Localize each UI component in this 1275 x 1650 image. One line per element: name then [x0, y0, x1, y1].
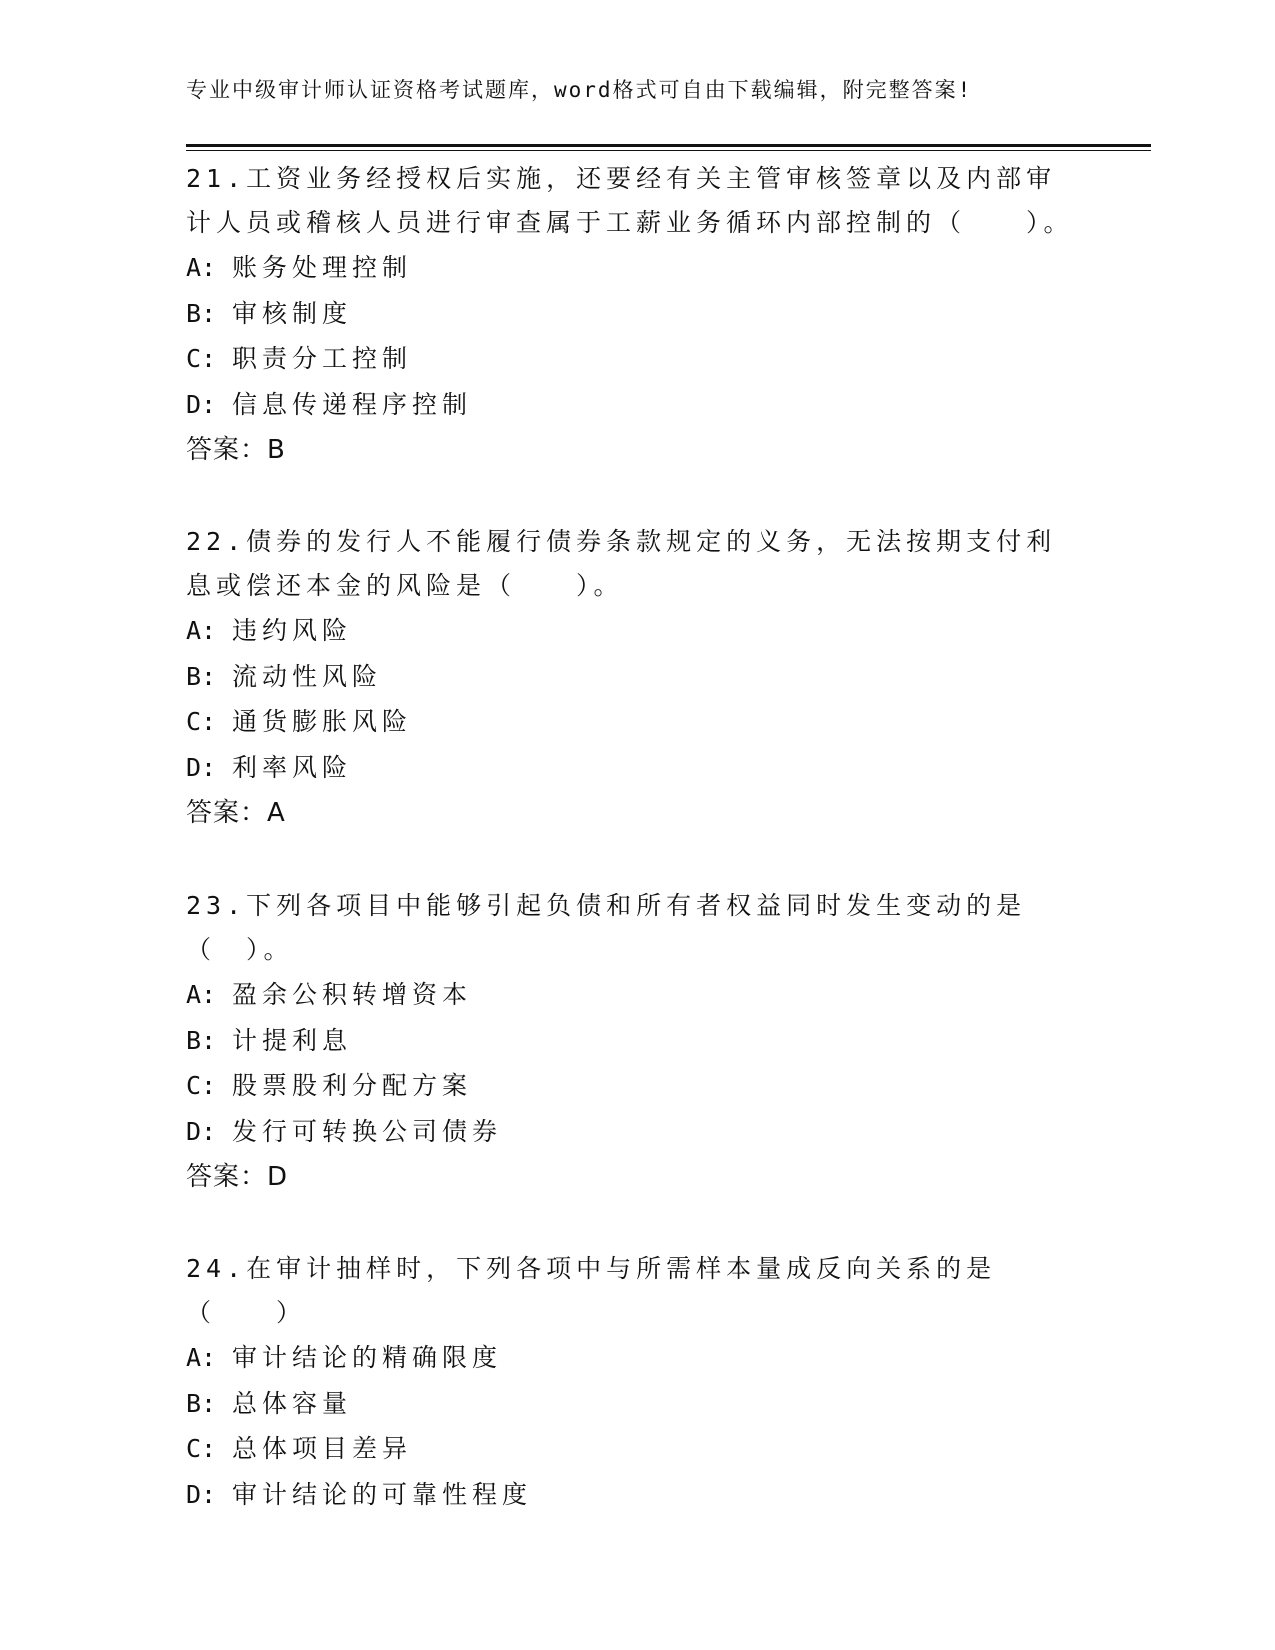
option-letter: C:	[186, 1434, 217, 1463]
option-b	[186, 1018, 1076, 1064]
answer: 答案：D	[186, 1162, 289, 1192]
option-c	[186, 699, 1076, 745]
option-a	[186, 1335, 1076, 1381]
option-b	[186, 654, 1076, 700]
option-letter: A:	[186, 980, 217, 1009]
question-stem: 23.下列各项目中能够引起负债和所有者权益同时发生变动的是（ ）。	[186, 891, 1027, 964]
option-letter: C:	[186, 344, 217, 373]
option-d	[186, 745, 1076, 791]
question-stem: 22.债券的发行人不能履行债券条款规定的义务，无法按期支付利息或偿还本金的风险是（ ）。	[186, 527, 1057, 600]
option-text: 总体容量	[232, 1388, 353, 1418]
option-letter: B:	[186, 1388, 217, 1418]
option-text: 违约风险	[232, 616, 353, 645]
option-a	[186, 608, 1076, 654]
option-a	[186, 972, 1076, 1018]
option-text: 发行可转换公司债券	[232, 1116, 503, 1146]
question-24	[186, 1247, 1076, 1517]
question-stem: 21.工资业务经授权后实施，还要经有关主管审核签章以及内部审计人员或稽核人员进行审查属于工薪业务循环内部控制的（ ）。	[186, 164, 1074, 237]
option-text: 账务处理控制	[232, 253, 413, 282]
option-letter: B:	[186, 298, 217, 328]
header-rule-thin	[186, 150, 1151, 151]
option-text: 利率风险	[232, 752, 353, 782]
option-text: 审计结论的可靠性程度	[232, 1479, 533, 1509]
option-d	[186, 1109, 1076, 1155]
option-letter: D:	[186, 1479, 217, 1509]
option-text: 计提利息	[232, 1025, 353, 1055]
option-text: 审计结论的精确限度	[232, 1343, 503, 1372]
answer: 答案：A	[186, 798, 286, 828]
option-letter: B:	[186, 1025, 217, 1055]
option-d	[186, 382, 1076, 428]
option-letter: A:	[186, 253, 217, 282]
option-letter: C:	[186, 707, 217, 736]
header-rule-thick	[186, 144, 1151, 147]
option-letter: C:	[186, 1071, 217, 1100]
option-letter: B:	[186, 661, 217, 691]
option-text: 信息传递程序控制	[232, 389, 473, 419]
option-letter: D:	[186, 1116, 217, 1146]
option-text: 总体项目差异	[232, 1434, 413, 1463]
option-d	[186, 1472, 1076, 1518]
option-c	[186, 1426, 1076, 1472]
option-text: 股票股利分配方案	[232, 1071, 473, 1100]
option-a	[186, 245, 1076, 291]
option-text: 职责分工控制	[232, 344, 413, 373]
option-text: 通货膨胀风险	[232, 707, 413, 736]
option-text: 审核制度	[232, 298, 353, 328]
option-text: 盈余公积转增资本	[232, 980, 473, 1009]
option-letter: A:	[186, 616, 217, 645]
page-header: 专业中级审计师认证资格考试题库，word格式可自由下载编辑，附完整答案!	[186, 78, 973, 102]
option-b	[186, 291, 1076, 337]
question-stem: 24.在审计抽样时，下列各项中与所需样本量成反向关系的是（ ）	[186, 1254, 997, 1327]
option-text: 流动性风险	[232, 661, 383, 691]
answer: 答案：B	[186, 435, 286, 465]
question-21	[186, 157, 1076, 473]
option-c	[186, 336, 1076, 382]
option-letter: D:	[186, 389, 217, 419]
option-letter: D:	[186, 752, 217, 782]
question-23	[186, 884, 1076, 1200]
option-letter: A:	[186, 1343, 217, 1372]
option-c	[186, 1063, 1076, 1109]
option-b	[186, 1381, 1076, 1427]
question-22	[186, 520, 1076, 836]
